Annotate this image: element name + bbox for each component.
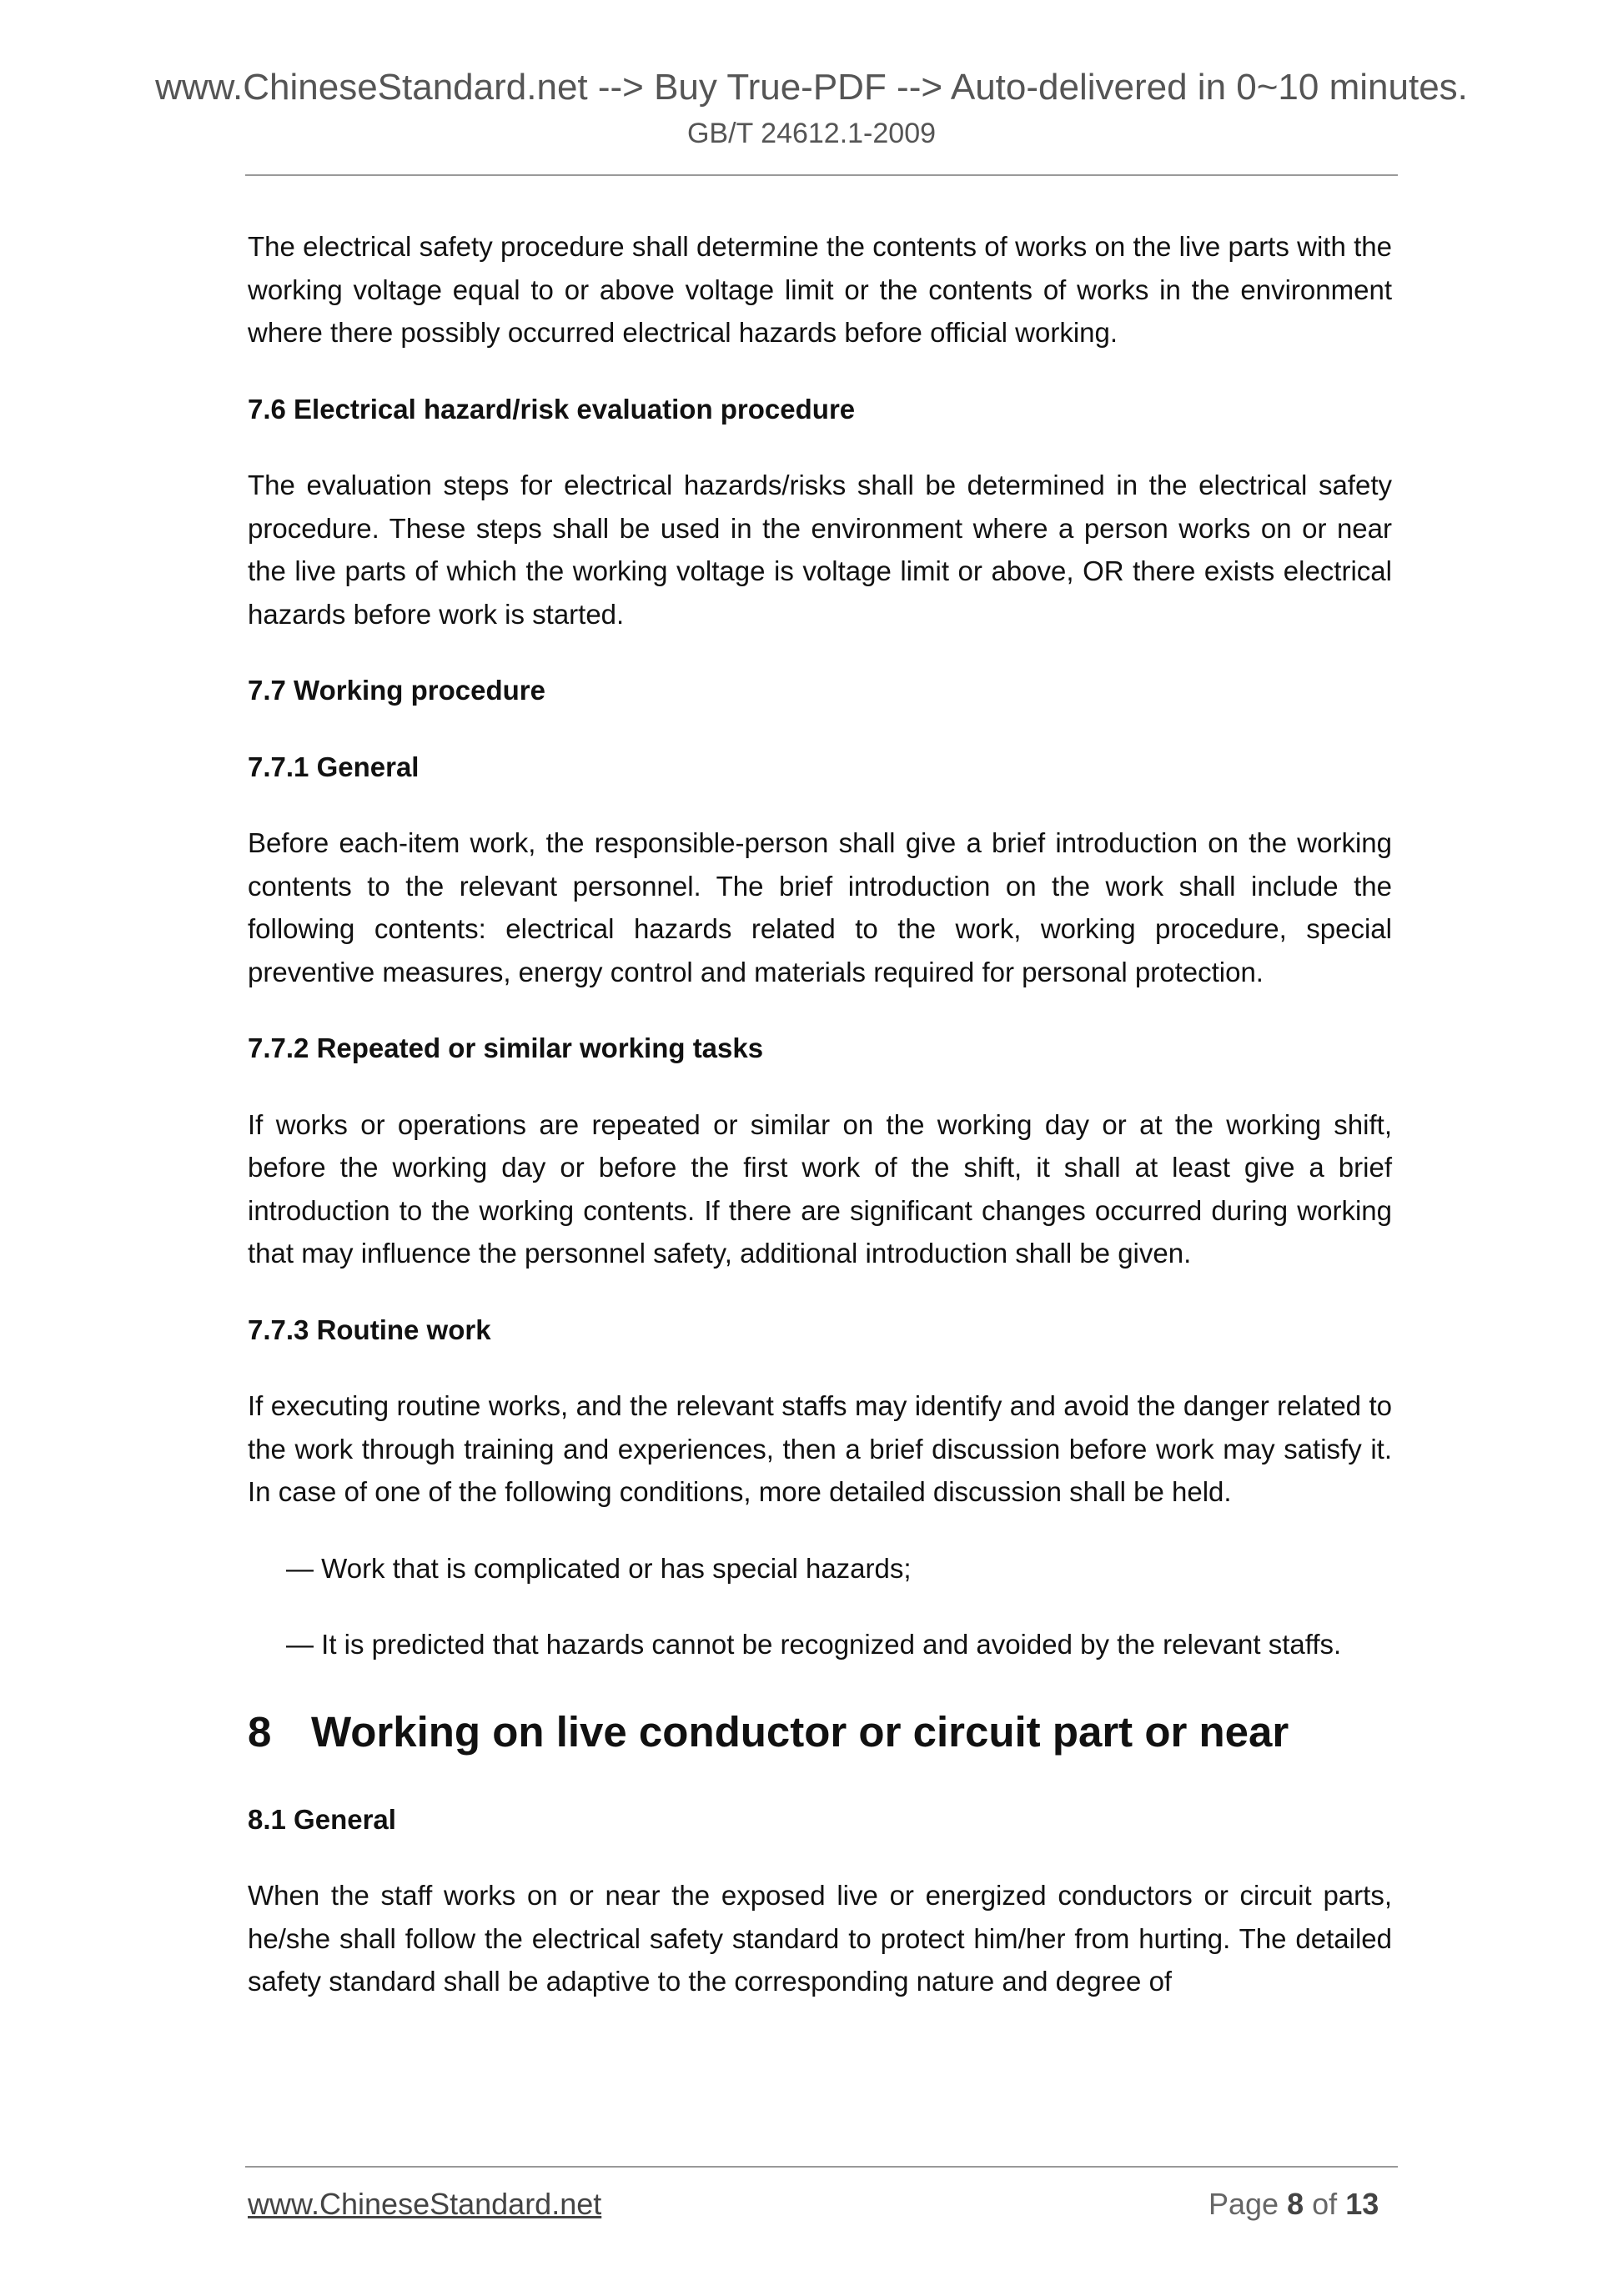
chapter-number: 8 bbox=[248, 1707, 272, 1756]
standard-id: GB/T 24612.1-2009 bbox=[686, 118, 937, 149]
page-of: of bbox=[1312, 2187, 1338, 2221]
section-text-7-7-3: If executing routine works, and the relevant staffs may identify and avoid the danger related to the work through training and experiences, then a brief discussion before work may satisfy it. In case of one of the following conditions, more detailed discussion shall be held. bbox=[248, 1390, 1392, 1507]
list-item: — It is predicted that hazards cannot be recognized and avoided by the relevant staffs. bbox=[286, 1629, 1342, 1660]
footer-site-link[interactable]: www.ChineseStandard.net bbox=[248, 2187, 602, 2221]
section-text-8-1: When the staff works on or near the exposed live or energized conductors or circuit parts, he/she shall follow the electrical safety standard to protect him/her from hurting. The detailed safety standard shall be adaptive to the corresponding nature and degree of bbox=[248, 1880, 1392, 1997]
page-number bbox=[1208, 2186, 1379, 2223]
page-total: 13 bbox=[1345, 2187, 1379, 2221]
section-heading-8-1: 8.1 General bbox=[248, 1803, 396, 1835]
section-heading-7-7-3: 7.7.3 Routine work bbox=[248, 1314, 491, 1345]
chapter-heading-8 bbox=[248, 1705, 1392, 1760]
section-heading-7-7-1: 7.7.1 General bbox=[248, 751, 420, 782]
page-header bbox=[0, 65, 1623, 152]
section-heading-7-7-2: 7.7.2 Repeated or similar working tasks bbox=[248, 1032, 764, 1063]
section-text-7-6: The evaluation steps for electrical hazards/risks shall be determined in the electrical safety procedure. These steps shall be used in the environment where a person works on or near the live parts of which the working voltage is voltage limit or above, OR there exists electrical hazards before work is started. bbox=[248, 470, 1392, 630]
header-divider bbox=[245, 174, 1398, 176]
section-heading-7-6: 7.6 Electrical hazard/risk evaluation procedure bbox=[248, 393, 856, 425]
section-text-7-7-1: Before each-item work, the responsible-person shall give a brief introduction on the working contents to the relevant personnel. The brief introduction on the work shall include the following contents: electrical hazards related to the work, working procedure, special preventive measures, energy control and materials required for personal protection. bbox=[248, 827, 1392, 987]
section-heading-7-7: 7.7 Working procedure bbox=[248, 675, 545, 706]
intro-paragraph: The electrical safety procedure shall determine the contents of works on the live parts with the working voltage equal to or above voltage limit or the contents of works in the environment where there possibly occurred electrical hazards before official working. bbox=[248, 231, 1392, 348]
page-current: 8 bbox=[1287, 2187, 1304, 2221]
page-prefix: Page bbox=[1208, 2187, 1279, 2221]
header-banner: www.ChineseStandard.net --> Buy True-PDF --> Auto-delivered in 0~10 minutes. bbox=[155, 67, 1468, 108]
document-body bbox=[248, 225, 1392, 2037]
section-text-7-7-2: If works or operations are repeated or similar on the working day or at the working shift, before the working day or before the first work of the shift, it shall at least give a brief introduction to the working contents. If there are significant changes occurred during working that may influence the personnel safety, additional introduction shall be given. bbox=[248, 1108, 1392, 1269]
footer-divider bbox=[245, 2166, 1398, 2168]
list-item: — Work that is complicated or has special hazards; bbox=[286, 1552, 912, 1584]
chapter-title: Working on live conductor or circuit part or near bbox=[311, 1707, 1289, 1756]
